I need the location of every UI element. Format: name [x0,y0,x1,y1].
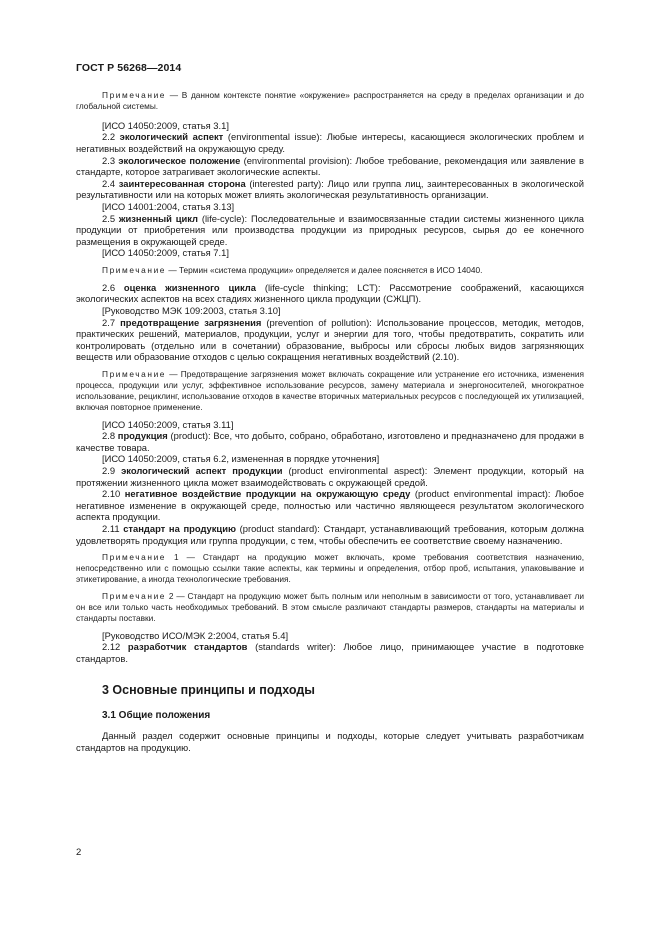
term-2-11 [76,523,584,546]
note-text: — Предотвращение загрязнения может включать сокращение или устранение его источника, изменения процесса, продукции или услуг, эффективное использование ресурсов, замену материала и энергоносителей, многократное использование, рециклинг, использование отходов в качестве вторичных материальных ресурсов с последующей их утилизацией, включая повторное применение. [76,369,584,412]
note-product-standard-1 [76,552,584,585]
term-number: 2.5 [102,212,119,224]
term-name: экологический аспект [119,131,224,143]
subsection-heading-3-1: 3.1 Общие положения [102,710,211,722]
reference: [ИСО 14050:2009, статья 3.1] [102,119,229,131]
term-name: жизненный цикл [118,212,199,224]
term-definition: (product standard): Стандарт, устанавливающий требования, которым должна удовлетворять продукция или группа продукции, с тем, чтобы обеспечить ее соответствие своему назначению. [76,522,584,546]
note-environment [76,90,584,112]
term-definition: (life-cycle thinking; LCT): Рассмотрение соображений, касающихся экологических аспектов на всех стадиях жизненного цикла продукции (СЖЦП). [76,281,585,305]
term-number: 2.8 [102,430,118,442]
term-definition: (life-cycle): Последовательные и взаимосвязанные стадии системы жизненного цикла продукции от приобретения или производства продукции из природных ресурсов, сырья до ее конечного размещения в окружающей среде. [76,212,585,247]
term-2-5 [76,213,584,248]
note-label: Примечание [102,264,167,275]
term-name: разработчик стандартов [127,641,248,653]
page-header: ГОСТ Р 56268—2014 [76,62,182,74]
term-2-12 [76,641,584,664]
reference: [Руководство МЭК 109:2003, статья 3.10] [102,305,281,317]
term-number: 2.7 [102,316,121,328]
reference: [ИСО 14001:2004, статья 3.13] [102,200,235,212]
term-definition: (prevention of pollution): Использование процессов, методик, методов, практических решений, материалов, продукции, услуг и энергии для того, чтобы предотвратить, сократить или контролировать (отдельно или в сочетании) образование, выбросы или сбросы любых видов загрязняющих веществ или образование отходов с целью сокращения негативных воздействий (2.10). [76,316,585,363]
note-text: — В данном контексте понятие «окружение» распространяется на среду в пределах организации и до глобальной системы. [76,90,584,111]
term-definition: (environmental issue): Любые интересы, касающиеся экологических проблем и негативных воздействий на окружающую среду. [76,131,585,154]
note-pollution-prevention [76,369,584,413]
reference: [Руководство ИСО/МЭК 2:2004, статья 5.4] [102,629,289,641]
section-heading-3: 3 Основные принципы и подходы [102,683,315,698]
term-number: 2.3 [102,154,119,166]
term-definition: (environmental provision): Любое требование, рекомендация или заявление в стандарте, которое затрагивает экологические аспекты. [76,154,584,178]
term-name: экологическое положение [118,154,241,166]
term-definition: (product environmental aspect): Элемент продукции, который на протяжении жизненного цикла может взаимодействовать с окружающей средой. [76,465,584,488]
reference: [ИСО 14050:2009, статья 7.1] [102,247,229,259]
term-definition: (interested party): Лицо или группа лиц, заинтересованных в экологической результативности или на которых может влиять экологическая результативность организации. [76,177,584,201]
term-number: 2.9 [102,465,122,476]
term-definition: (product environmental impact): Любое негативное изменение в окружающей среде, полностью или частично являющееся результатом экологического аспекта продукции. [76,488,584,523]
page-number: 2 [76,847,82,858]
term-2-2 [76,131,584,154]
term-2-4 [76,178,584,201]
term-definition: (standards writer): Любое лицо, принимающее участие в подготовке стандартов. [76,641,584,664]
term-2-8 [76,430,584,453]
term-name: стандарт на продукцию [123,522,236,534]
term-definition: (product): Все, что добыто, собрано, обработано, изготовлено и предназначено для продажи в качестве товара. [76,430,584,453]
note-product-standard-2 [76,591,584,624]
reference: [ИСО 14050:2009, статья 3.11] [102,418,234,430]
term-2-6 [76,282,584,305]
term-2-7 [76,317,584,363]
section-paragraph: Данный раздел содержит основные принципы и подходы, которые следует учитывать разработчикам стандартов на продукцию. [76,730,584,753]
term-number: 2.4 [102,177,119,189]
term-number: 2.11 [102,522,124,534]
term-number: 2.12 [102,641,128,653]
term-2-10 [76,488,584,523]
term-name: оценка жизненного цикла [123,281,256,293]
term-name: негативное воздействие продукции на окружающую среду [124,488,411,500]
note-label: Примечание [102,90,167,100]
note-label: Примечание [102,552,167,563]
note-text: 1 — Стандарт на продукцию может включать, кроме требования соответствия назначению, непосредственно или с помощью ссылки такие аспекты, как термины и определения, отбор проб, испытания, упаковывание и этикетирование, а иногда технологические требования. [76,552,584,584]
term-2-3 [76,155,584,178]
page-content [76,90,584,754]
note-text: — Термин «система продукции» определяется и далее поясняется в ИСО 14040. [166,264,483,275]
term-number: 2.2 [102,131,120,143]
reference: [ИСО 14050:2009, статья 6.2, измененная в порядке уточнения] [102,453,380,465]
term-2-9 [76,465,584,488]
term-name: экологический аспект продукции [121,465,283,476]
term-number: 2.6 [102,281,124,293]
term-name: заинтересованная сторона [118,177,246,189]
note-product-system [76,265,584,276]
note-text: 2 — Стандарт на продукцию может быть полным или неполным в зависимости от того, устанавливает ли он все или только часть необходимых требований. В этом смысле различают стандарты размеров, стандарты на материалы и стандарты поставки. [76,590,584,623]
term-name: продукция [117,430,168,442]
term-number: 2.10 [102,488,125,500]
note-label: Примечание [102,590,167,601]
term-name: предотвращение загрязнения [120,316,262,328]
note-label: Примечание [102,369,167,379]
